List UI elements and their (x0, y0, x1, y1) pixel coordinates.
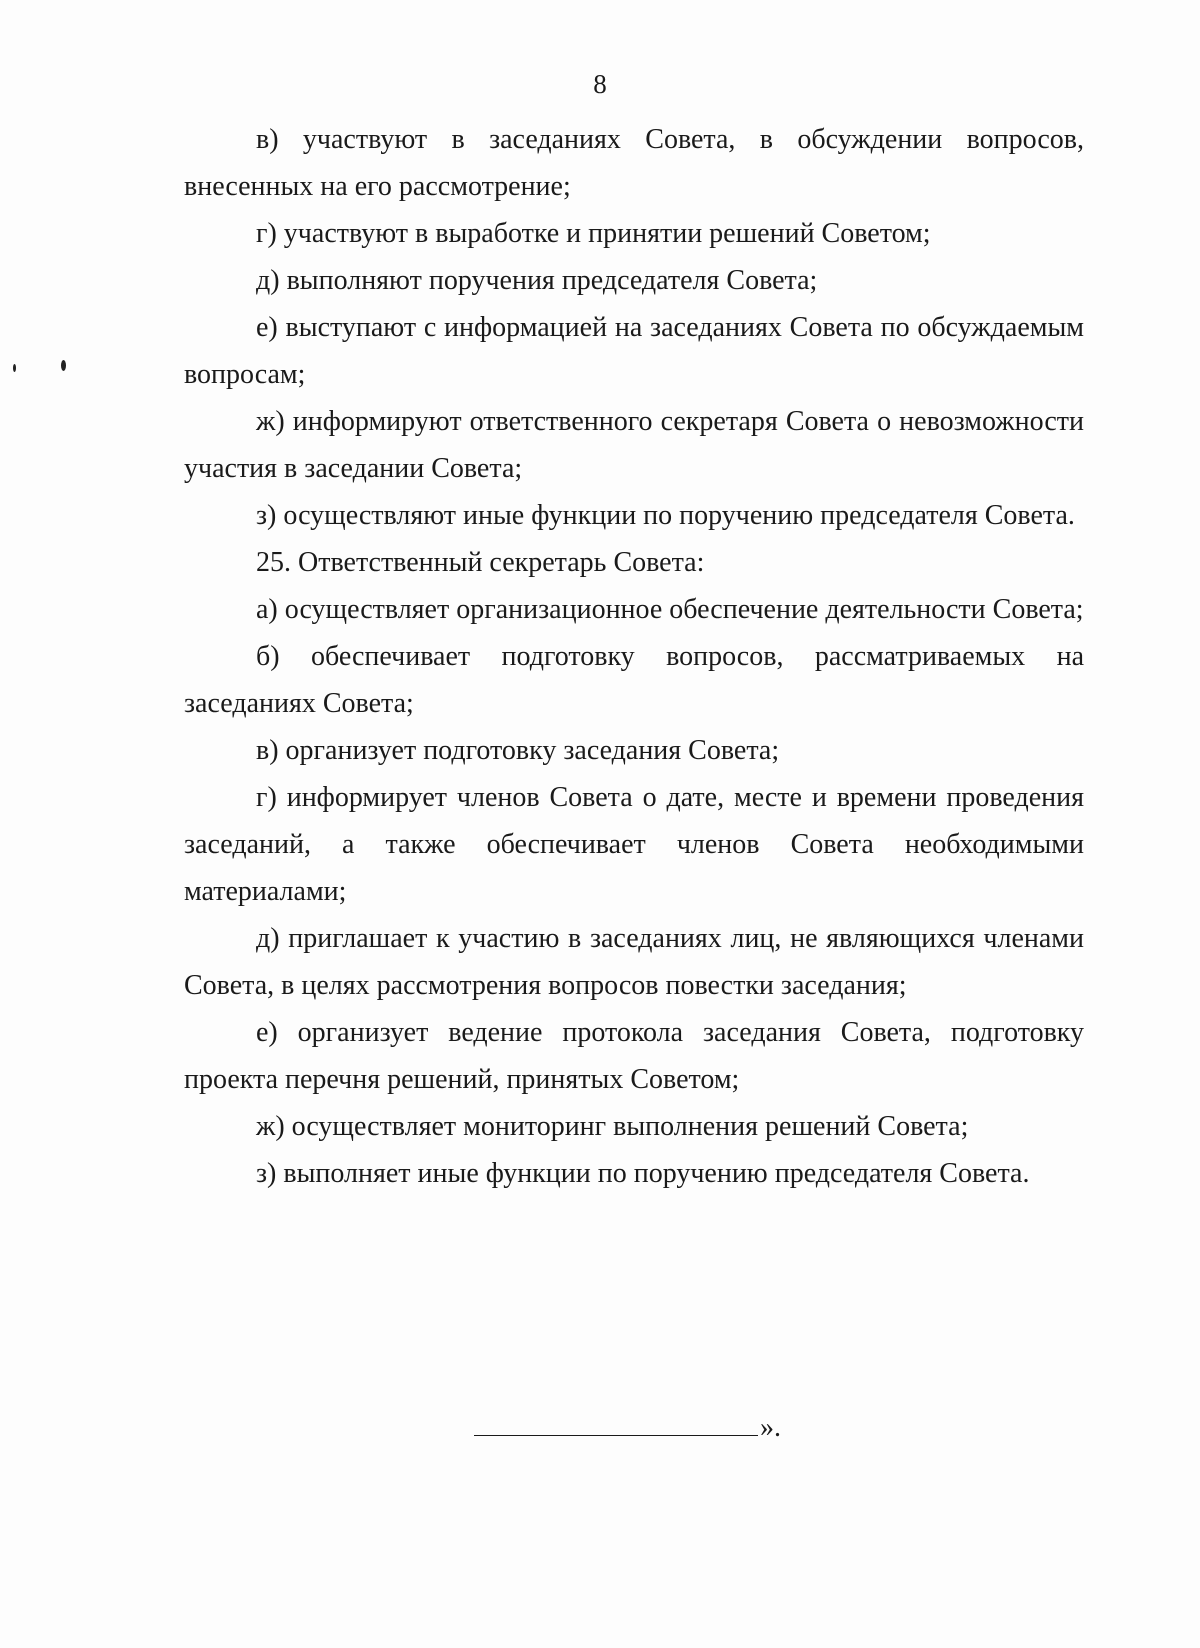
scan-speck (13, 364, 16, 372)
page-number: 8 (593, 69, 607, 99)
paragraph-item: в) участвуют в заседаниях Совета, в обсуждении вопросов, внесенных на его рассмотрение; (184, 124, 1084, 202)
closing-rule (474, 1435, 758, 1436)
paragraph-item: д) приглашает к участию в заседаниях лиц, не являющихся членами Совета, в целях рассмотрения вопросов повестки заседания; (184, 923, 1084, 1001)
paragraph-item: г) участвуют в выработке и принятии решений Советом; (256, 218, 931, 249)
section-heading: 25. Ответственный секретарь Совета: (256, 547, 705, 578)
paragraph-item: е) выступают с информацией на заседаниях Совета по обсуждаемым вопросам; (184, 312, 1084, 390)
paragraph-item: з) выполняет иные функции по поручению председателя Совета. (256, 1158, 1030, 1189)
paragraph-item: з) осуществляют иные функции по поручению председателя Совета. (256, 500, 1075, 531)
closing-line (474, 1408, 781, 1448)
paragraph-item: д) выполняют поручения председателя Совета; (256, 265, 818, 296)
closing-quote: ». (760, 1412, 781, 1443)
scan-speck (61, 360, 66, 371)
paragraph-item: ж) осуществляет мониторинг выполнения решений Совета; (256, 1111, 969, 1142)
paragraph-item: б) обеспечивает подготовку вопросов, рассматриваемых на заседаниях Совета; (184, 641, 1084, 719)
paragraph-item: г) информирует членов Совета о дате, месте и времени проведения заседаний, а также обеспечивает членов Совета необходимыми материалами; (184, 782, 1084, 907)
paragraph-item: а) осуществляет организационное обеспечение деятельности Совета; (256, 594, 1084, 625)
document-body (184, 116, 1084, 1197)
paragraph-item: е) организует ведение протокола заседания Совета, подготовку проекта перечня решений, принятых Советом; (184, 1017, 1084, 1095)
paragraph-item: в) организует подготовку заседания Совета; (256, 735, 780, 766)
paragraph-item: ж) информируют ответственного секретаря Совета о невозможности участия в заседании Совета; (184, 406, 1084, 484)
